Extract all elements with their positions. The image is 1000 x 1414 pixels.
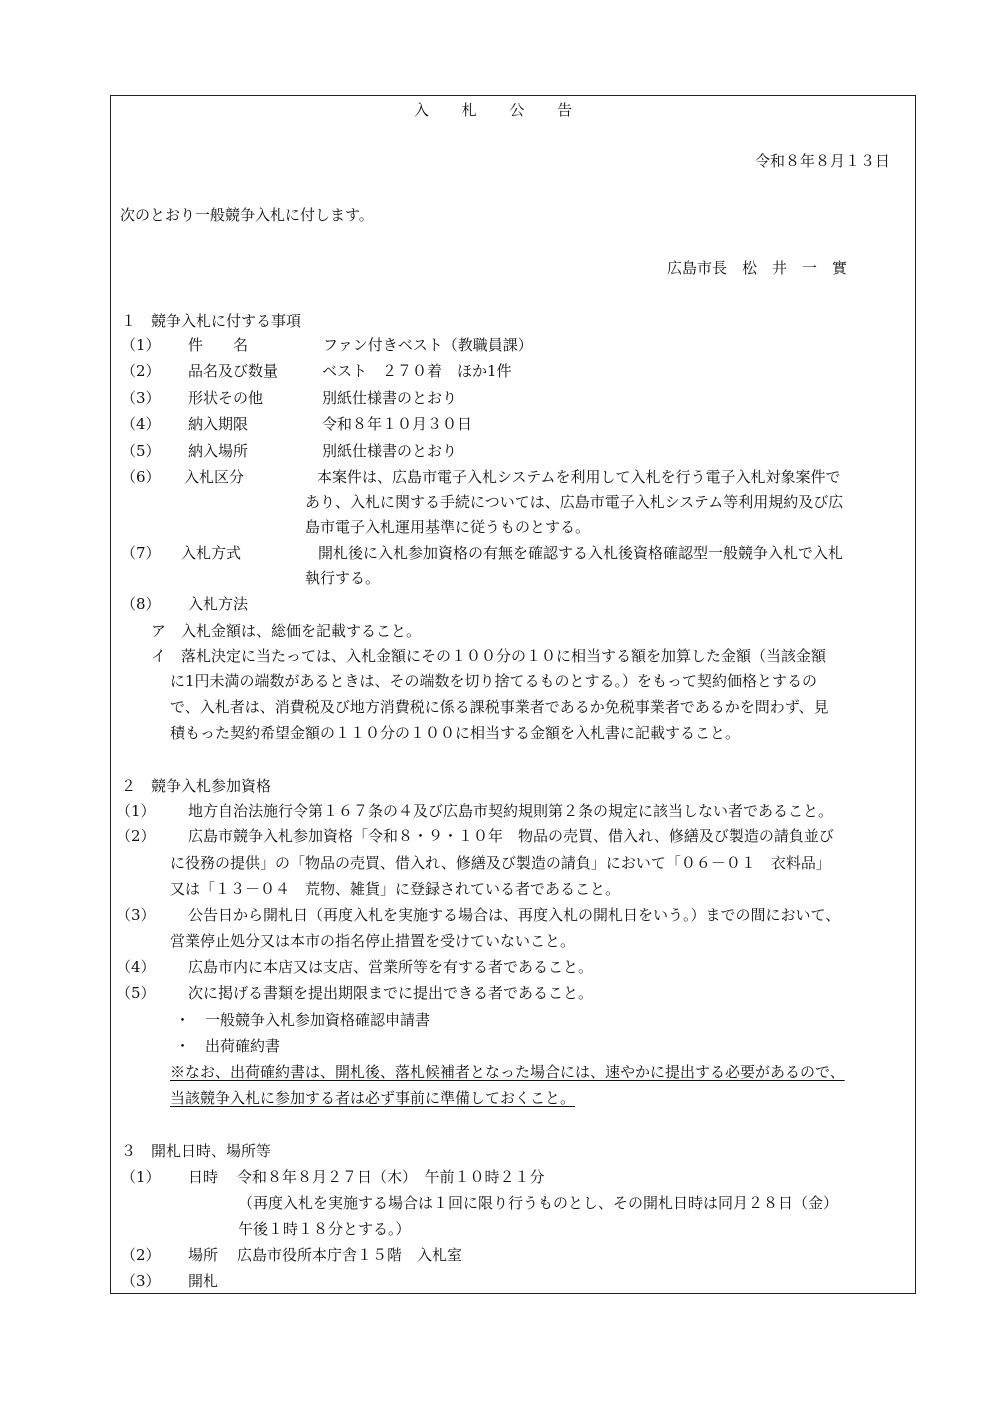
- s3-item-2-number: （2）: [121, 1246, 161, 1264]
- s2-item-2-text-line-3: 又は「１３－０４ 荒物、雑貨」に登録されている者であること。: [170, 880, 621, 898]
- s2-item-2-text-line-1: 広島市競争入札参加資格「令和８・９・１０年 物品の売買、借入れ、修繕及び製造の請負並び: [188, 827, 834, 845]
- s1-item-1-number: （1）: [121, 336, 161, 354]
- s3-item-2-value: 広島市役所本庁舎１５階 入札室: [237, 1246, 463, 1264]
- s1-item-6-text-line-2: あり、入札に関する手続については、広島市電子入札システム等利用規約及び広: [305, 493, 844, 511]
- s1-item-7-text-line-1: 開札後に入札参加資格の有無を確認する入札後資格確認型一般競争入札で入札: [318, 544, 844, 562]
- s3-item-1-text-line-3: 午後１時１８分とする。）: [238, 1220, 411, 1238]
- s1-item-5-number: （5）: [121, 442, 161, 460]
- s1-item-8-sub-a: ア 入札金額は、総価を記載すること。: [151, 622, 422, 640]
- s3-item-1-number: （1）: [121, 1168, 161, 1186]
- s3-item-3-number: （3）: [121, 1272, 161, 1290]
- s2-item-4-number: （4）: [116, 958, 156, 976]
- s1-item-2-number: （2）: [121, 362, 161, 380]
- s2-item-5-document-2: ・ 出荷確約書: [175, 1037, 281, 1055]
- s1-item-3-label: 形状その他: [188, 389, 264, 407]
- s1-item-3-number: （3）: [121, 389, 161, 407]
- s1-item-6-text-line-1: 本案件は、広島市電子入札システムを利用して入札を行う電子入札対象案件で: [317, 468, 841, 486]
- s1-item-7-number: （7）: [121, 544, 161, 562]
- s2-item-2-text-line-2: に役務の提供」の「物品の売買、借入れ、修繕及び製造の請負」において「０６－０１ 衣料品」: [170, 854, 831, 872]
- section-1-heading: １ 競争入札に付する事項: [121, 312, 302, 330]
- s1-item-1-value: ファン付きベスト（教職員課）: [323, 336, 533, 354]
- s1-item-7-label: 入札方式: [181, 544, 242, 562]
- s2-item-5-note-line-2: 当該競争入札に参加する者は必ず事前に準備しておくこと。: [170, 1089, 576, 1107]
- s2-item-4-text: 広島市内に本店又は支店、営業所等を有する者であること。: [188, 958, 594, 976]
- s1-item-6-number: （6）: [121, 468, 161, 486]
- s2-item-1-number: （1）: [116, 802, 156, 820]
- s1-item-3-value: 別紙仕様書のとおり: [322, 389, 458, 407]
- s1-item-8-number: （8）: [121, 595, 161, 613]
- s1-item-8-label: 入札方法: [188, 595, 249, 613]
- s2-item-5-number: （5）: [116, 984, 156, 1002]
- s1-item-2-label: 品名及び数量: [188, 362, 279, 380]
- s1-item-1-label: 件 名: [188, 336, 249, 354]
- issuer-name: 広島市長 松 井 一 實: [667, 259, 848, 277]
- s3-item-2-label: 場所: [188, 1246, 219, 1264]
- notice-date: 令和８年８月１３日: [754, 152, 890, 170]
- s1-item-5-label: 納入場所: [188, 442, 249, 460]
- s1-item-8-sub-b-line-4: 積もった契約希望金額の１１０分の１００に相当する金額を入札書に記載すること。: [170, 724, 741, 742]
- s1-item-8-sub-b-line-1: イ 落札決定に当たっては、入札金額にその１００分の１０に相当する額を加算した金額（当該金額: [151, 647, 827, 665]
- s2-item-3-number: （3）: [116, 906, 156, 924]
- s1-item-8-sub-b-line-2: に1円未満の端数があるときは、その端数を切り捨てるものとする。）をもって契約価格とするの: [170, 672, 818, 690]
- s1-item-5-value: 別紙仕様書のとおり: [322, 442, 458, 460]
- s1-item-2-value: ベスト ２７０着 ほか1件: [322, 362, 512, 380]
- s2-item-5-note-line-1: ※なお、出荷確約書は、開札後、落札候補者となった場合には、速やかに提出する必要があるので、: [170, 1063, 845, 1081]
- s2-item-1-text: 地方自治法施行令第１６７条の４及び広島市契約規則第２条の規定に該当しない者であること。: [188, 802, 834, 820]
- s3-item-1-text-line-2: （再度入札を実施する場合は１回に限り行うものとし、その開札日時は同月２８日（金）: [238, 1194, 839, 1212]
- s1-item-4-label: 納入期限: [188, 415, 249, 433]
- s3-item-1-label: 日時: [188, 1168, 219, 1186]
- s1-item-4-value: 令和８年１０月３０日: [322, 415, 473, 433]
- s2-item-5-document-1: ・ 一般競争入札参加資格確認申請書: [175, 1011, 431, 1029]
- section-3-heading: ３ 開札日時、場所等: [121, 1142, 272, 1160]
- section-2-heading: ２ 競争入札参加資格: [121, 777, 272, 795]
- intro-text: 次のとおり一般競争入札に付します。: [120, 206, 374, 224]
- s1-item-4-number: （4）: [121, 415, 161, 433]
- s1-item-7-text-line-2: 執行する。: [305, 569, 381, 587]
- s3-item-1-value: 令和８年８月２７日（木） 午前１０時２１分: [237, 1168, 545, 1186]
- page-title: 入 札 公 告: [413, 101, 587, 119]
- s1-item-6-text-line-3: 島市電子入札運用基準に従うものとする。: [305, 518, 591, 536]
- s2-item-5-text: 次に掲げる書類を提出期限までに提出できる者であること。: [188, 984, 594, 1002]
- s2-item-2-number: （2）: [116, 827, 156, 845]
- s1-item-6-label: 入札区分: [184, 468, 245, 486]
- s2-item-3-text-line-1: 公告日から開札日（再度入札を実施する場合は、再度入札の開札日をいう。）までの間において、: [188, 906, 841, 924]
- s2-item-3-text-line-2: 営業停止処分又は本市の指名停止措置を受けていないこと。: [170, 932, 576, 950]
- s3-item-3-label: 開札: [188, 1272, 219, 1290]
- s1-item-8-sub-b-line-3: で、入札者は、消費税及び地方消費税に係る課税事業者であるか免税事業者であるかを問わず、見: [170, 698, 829, 716]
